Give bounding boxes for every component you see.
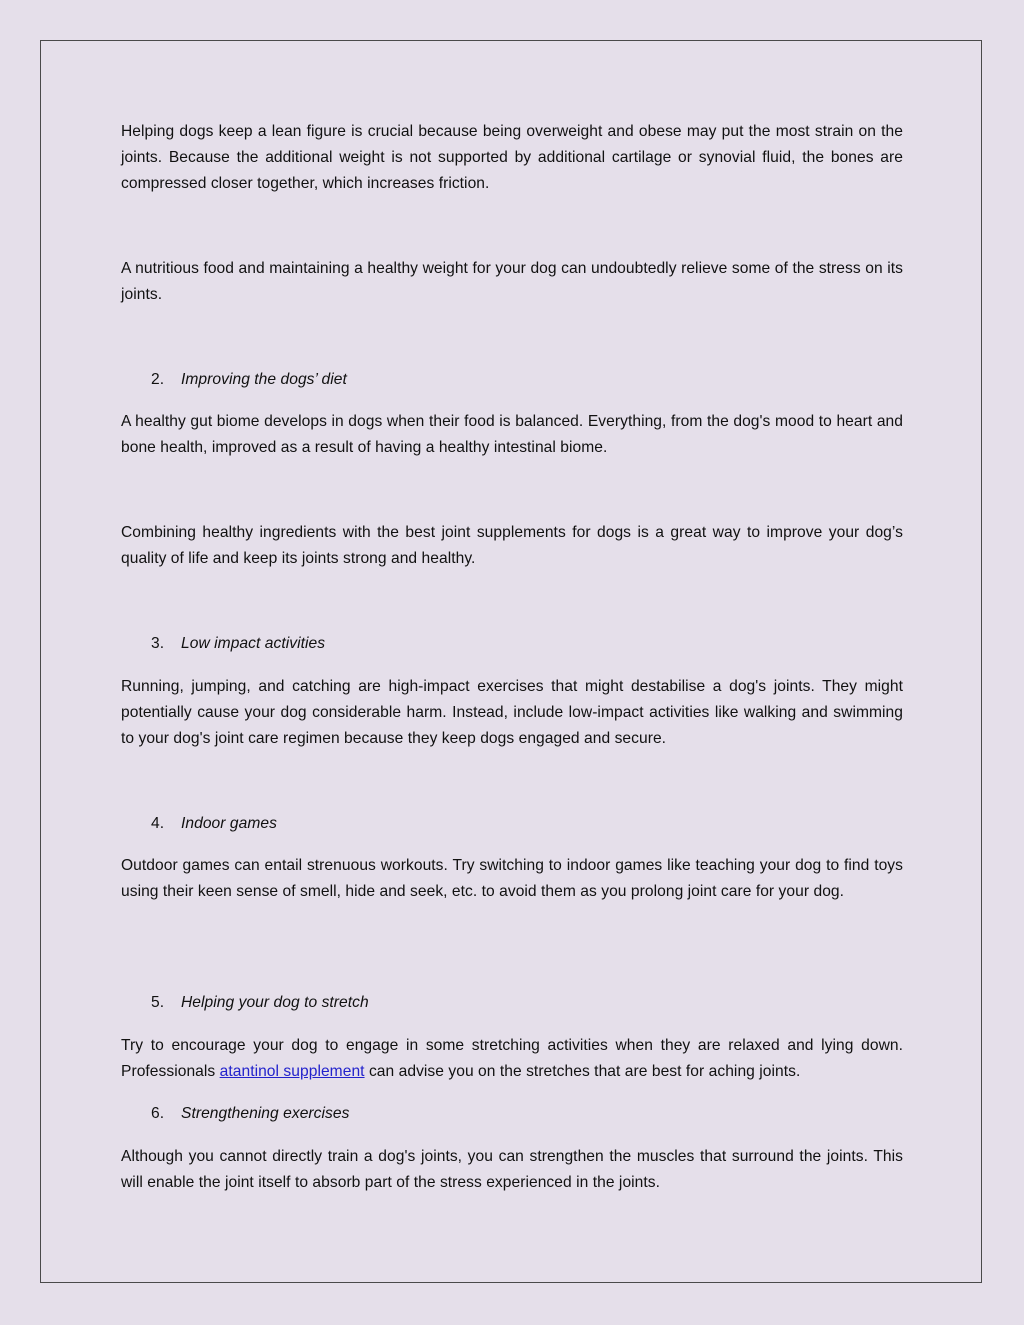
stretching-text-before: Try to encourage your dog to engage in some stretching activities when they are relaxed and lying down. Professionals: [121, 1037, 903, 1080]
paragraph-strengthen-muscles: Although you cannot directly train a dog's joints, you can strengthen the muscles that surround the joints. This will enable the joint itself to absorb part of the stress experienced in the joints.: [121, 1148, 903, 1191]
paragraph-healthy-ingredients: Combining healthy ingredients with the best joint supplements for dogs is a great way to improve your dog’s quality of life and keep its joints strong and healthy.: [121, 524, 903, 567]
heading-number: 6.: [151, 1105, 165, 1122]
stretching-text-after: can advise you on the stretches that are best for aching joints.: [364, 1063, 801, 1080]
paragraph-stretching: [121, 1033, 903, 1085]
heading-title: Indoor games: [181, 815, 277, 832]
paragraph-high-impact: Running, jumping, and catching are high-impact exercises that might destabilise a dog's joints. They might potentially cause your dog considerable harm. Instead, include low-impact activities like walking and swimming to your dog's joint care regimen because they keep dogs engaged and secure.: [121, 678, 903, 747]
heading-title: Improving the dogs’ diet: [181, 371, 347, 388]
heading-title: Helping your dog to stretch: [181, 994, 369, 1011]
paragraph-outdoor-games: Outdoor games can entail strenuous workouts. Try switching to indoor games like teaching your dog to find toys using their keen sense of smell, hide and seek, etc. to avoid them as you prolong joint care for your dog.: [121, 857, 903, 900]
heading-number: 3.: [151, 635, 165, 652]
atantinol-supplement-link[interactable]: atantinol supplement: [219, 1063, 365, 1080]
paragraph-lean-figure: Helping dogs keep a lean figure is crucial because being overweight and obese may put the most strain on the joints. Because the additional weight is not supported by additional cartilage or synovial fluid, the bones are compressed closer together, which increases friction.: [121, 123, 903, 192]
heading-number: 4.: [151, 815, 165, 832]
paragraph-nutritious-food: A nutritious food and maintaining a healthy weight for your dog can undoubtedly relieve some of the stress on its joints.: [121, 260, 903, 303]
heading-title: Low impact activities: [181, 635, 326, 652]
heading-title: Strengthening exercises: [181, 1105, 350, 1122]
paragraph-gut-biome: A healthy gut biome develops in dogs when their food is balanced. Everything, from the dog's mood to heart and bone health, improved as a result of having a healthy intestinal biome.: [121, 413, 903, 456]
page-frame: [40, 40, 982, 1283]
heading-number: 2.: [151, 371, 165, 388]
heading-number: 5.: [151, 994, 165, 1011]
